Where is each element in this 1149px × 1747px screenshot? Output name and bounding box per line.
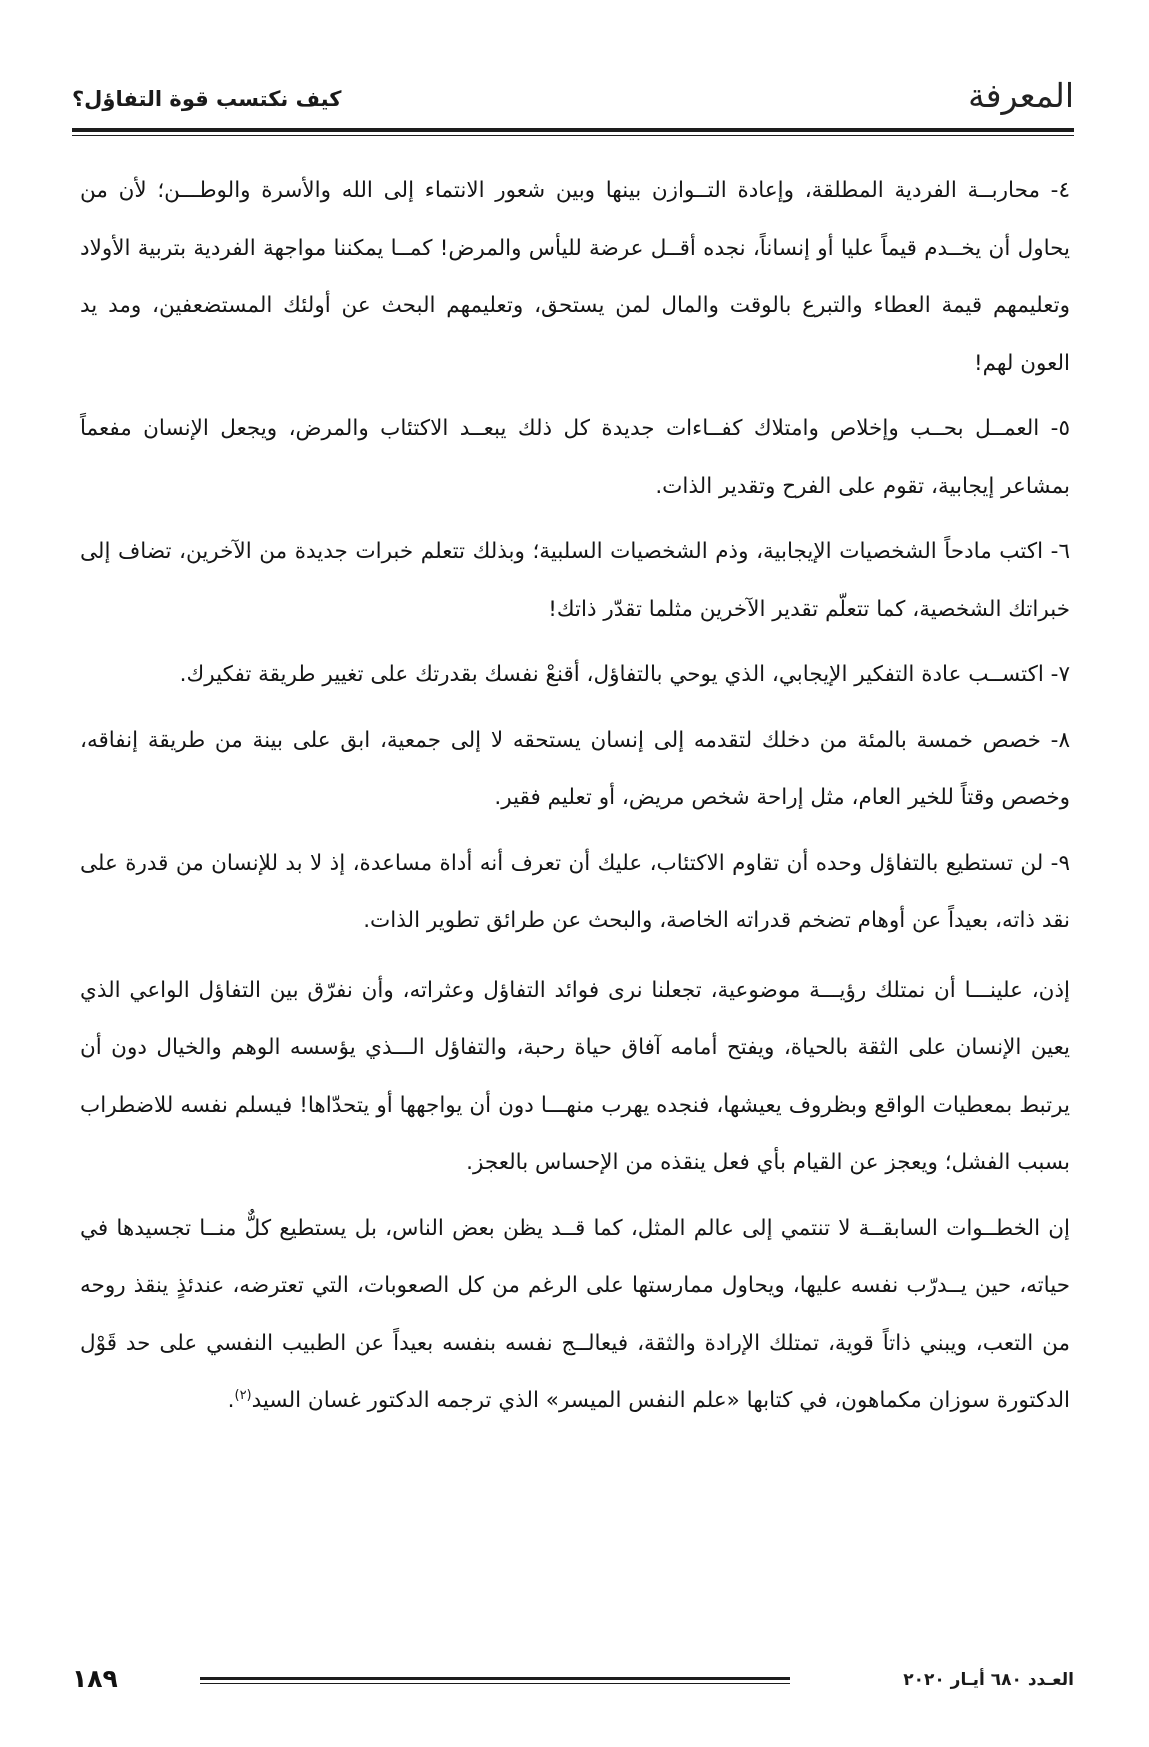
header-rule-thin [72, 135, 1074, 136]
running-header [72, 62, 1074, 122]
issue-info: العـدد ٦٨٠ أيـار ٢٠٢٠ [903, 1670, 1074, 1690]
footnote-reference: (٢) [234, 1387, 252, 1403]
list-item-5: ٥- العمــل بحــب وإخلاص وامتلاك كفــاءات جديدة كل ذلك يبعــد الاكتئاب والمرض، ويجعل الإنسان مفعماً بمشاعر إيجابية، تقوم على الفرح وتقدير الذات. [80, 416, 1070, 499]
article-body [80, 162, 1070, 1632]
paragraph-final [80, 1200, 1070, 1430]
article-title: كيف نكتسب قوة التفاؤل؟ [72, 87, 342, 111]
page-footer [72, 1662, 1074, 1702]
paragraph-final-text: إن الخطــوات السابقــة لا تنتمي إلى عالم المثل، كما قــد يظن بعض الناس، بل يستطيع كلٌّ منــا تجسيدها في حياته، حين يــدرّب نفسه عليها، ويحاول ممارستها على الرغم من كل الصعوبات، التي تعترضه، عندئذٍ ينقذ روحه من التعب، ويبني ذاتاً قوية، تمتلك الإرادة والثقة، فيعالــج نفسه بنفسه بعيداً عن الطبيب النفسي على حد قَوْل الدكتورة سوزان مكماهون، في كتابها «علم النفس الميسر» الذي ترجمه الدكتور غسان السيد [80, 1215, 1070, 1413]
list-item-7: ٧- اكتســب عادة التفكير الإيجابي، الذي يوحي بالتفاؤل، أقنعْ نفسك بقدرتك على تغيير طريقة تفكيرك. [179, 662, 1070, 687]
list-item-6: ٦- اكتب مادحاً الشخصيات الإيجابية، وذم الشخصيات السلبية؛ وبذلك تتعلم خبرات جديدة من الآخرين، تضاف إلى خبراتك الشخصية، كما تتعلّم تقدير الآخرين مثلما تقدّر ذاتك! [80, 539, 1070, 622]
list-item-8: ٨- خصص خمسة بالمئة من دخلك لتقدمه إلى إنسان يستحقه لا إلى جمعية، ابق على بينة من طريقة إنفاقه، وخصص وقتاً للخير العام، مثل إراحة شخص مريض، أو تعليم فقير. [80, 727, 1070, 810]
footer-rule-thick [200, 1677, 790, 1680]
footer-rule-thin [200, 1683, 790, 1684]
page-number: ١٨٩ [72, 1664, 118, 1693]
paragraph-conclusion: إذن، علينـــا أن نمتلك رؤيـــة موضوعية، تجعلنا نرى فوائد التفاؤل وعثراته، وأن نفرّق بين التفاؤل الواعي الذي يعين الإنسان على الثقة بالحياة، ويفتح أمامه آفاق حياة رحبة، والتفاؤل الـــذي يؤسسه الوهم والخيال دون أن يرتبط بمعطيات الواقع وبظروف يعيشها، فنجده يهرب منهـــا دون أن يواجهها أو يتحدّاها! فيسلم نفسه للاضطراب بسبب الفشل؛ ويعجز عن القيام بأي فعل ينقذه من الإحساس بالعجز. [80, 977, 1070, 1175]
magazine-logo: المعرفة [968, 76, 1074, 115]
list-item-9: ٩- لن تستطيع بالتفاؤل وحده أن تقاوم الاكتئاب، عليك أن تعرف أنه أداة مساعدة، إذ لا بد للإنسان من قدرة على نقد ذاته، بعيداً عن أوهام تضخم قدراته الخاصة، والبحث عن طرائق تطوير الذات. [80, 850, 1070, 933]
footer-rule [200, 1677, 790, 1685]
header-rule-thick [72, 128, 1074, 132]
paragraph-final-end: . [227, 1388, 235, 1413]
list-item-4: ٤- محاربــة الفردية المطلقة، وإعادة التــوازن بينها وبين شعور الانتماء إلى الله والأسرة والوطـــن؛ لأن من يحاول أن يخــدم قيماً عليا أو إنساناً، نجده أقــل عرضة لليأس والمرض! كمــا يمكننا مواجهة الفردية بتربية الأولاد وتعليمهم قيمة العطاء والتبرع بالوقت والمال لمن يستحق، وتعليمهم البحث عن أولئك المستضعفين، ومد يد العون لهم! [80, 178, 1070, 376]
